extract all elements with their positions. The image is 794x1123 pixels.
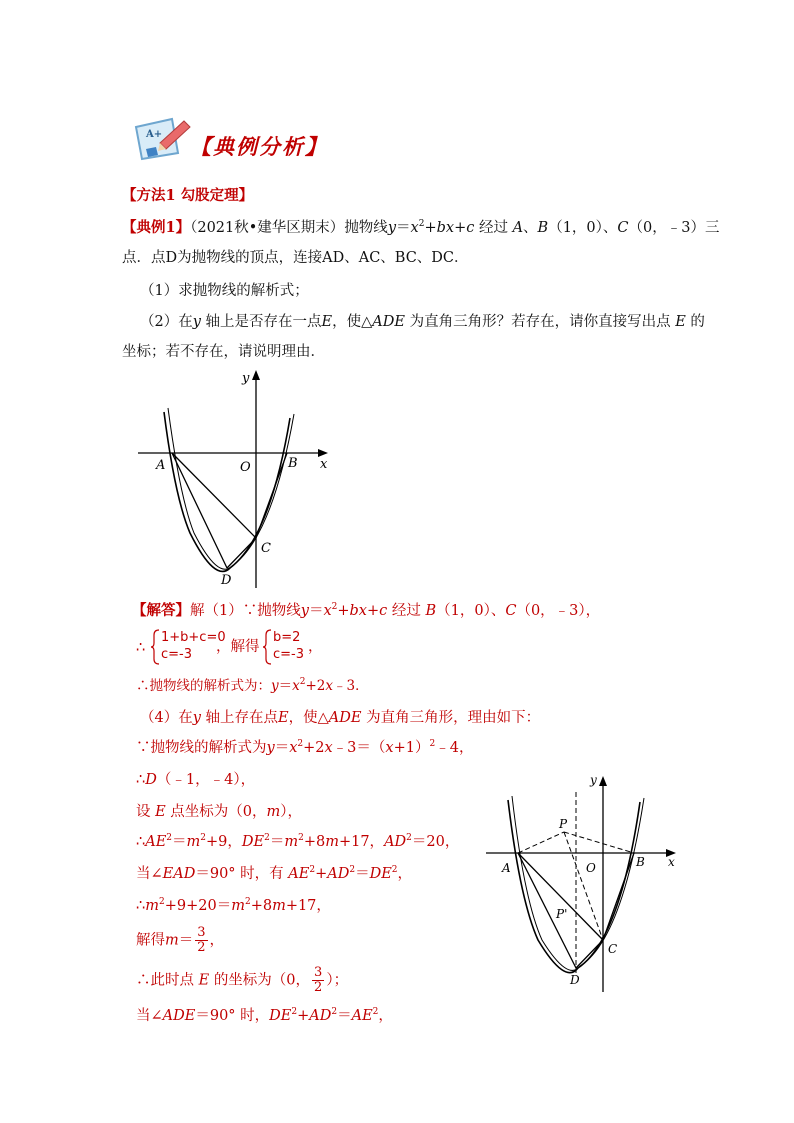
solution-line-13: 当∠ADE＝90° 时，$DE^2+AD^2=AE^2$，	[136, 1007, 393, 1024]
question-2-cont: 坐标；若不存在，请说明理由．	[122, 344, 325, 360]
header-icon	[132, 113, 192, 161]
solution-line-9: 当∠EAD＝90° 时，有 $AE^2+AD^2=DE^2$，	[136, 865, 413, 882]
fig1-label-D: D	[221, 573, 232, 588]
fig2-label-P: P	[559, 817, 568, 831]
parabola-figure-2	[480, 770, 685, 1000]
solution-line-11: 解得m＝ $\frac{3}{2}$ ，	[136, 925, 225, 955]
fig2-label-O: O	[586, 861, 596, 875]
page-section-title: 【典例分析】	[190, 134, 328, 159]
problem-source: （2021秋•建华区期末）	[190, 220, 345, 236]
solution-line-6: ∴D（﹣1，﹣4），	[136, 772, 256, 788]
problem-line-2: 点．点D为抛物线的顶点，连接AD、AC、BC、DC．	[122, 250, 469, 266]
brace-2	[262, 629, 272, 665]
fig1-label-y: y	[242, 371, 250, 386]
solution-line-12: ∴此时点 E 的坐标为（0， $\frac{3}{2}$ ）；	[136, 965, 349, 995]
fig2-label-A: A	[502, 861, 511, 875]
therefore-symbol: ∴	[136, 640, 146, 656]
parabola-figure-1	[130, 368, 340, 598]
method-heading: 【方法1 勾股定理】	[122, 187, 254, 204]
solution-line-10: $\therefore m^2+9+20=m^2+8m+17$，	[136, 897, 331, 914]
fig2-label-C: C	[608, 942, 618, 956]
fig1-label-x: x	[320, 457, 328, 472]
example-tag: 【典例1】	[122, 219, 191, 236]
solution-line-7: 设 E 点坐标为（0，m），	[136, 804, 303, 820]
svg-text:A+: A+	[146, 129, 163, 140]
fig1-label-C: C	[261, 541, 271, 556]
fraction-3-2: $\frac{3}{2}$	[197, 925, 206, 955]
solution-line-8: $\therefore AE^2=m^2+9$，$DE^2=m^2+8m+17$，$AD^2=20$，	[136, 833, 460, 850]
solution-tag: 【解答】	[132, 602, 190, 619]
fig2-label-Pprime: P'	[556, 907, 568, 921]
fig2-label-y: y	[590, 773, 597, 787]
pencil-paper-icon	[132, 113, 192, 161]
solution-line-5: ∵抛物线的解析式为$y=x^2+2x﹣3=(x+1)^2﹣4$，	[136, 739, 474, 756]
system-end: ，	[308, 639, 323, 655]
solution-part-4: （4）在y 轴上存在点E，使△ADE 为直角三角形，理由如下：	[140, 710, 541, 726]
fig2-label-x: x	[668, 855, 675, 869]
fig1-label-A: A	[156, 458, 166, 473]
equation-system-1: 1+b+c=0 c=-3	[161, 630, 226, 662]
solved-text: ，解得	[216, 639, 260, 655]
question-1: （1）求抛物线的解析式；	[140, 283, 309, 299]
fig1-label-B: B	[288, 456, 298, 471]
question-2: （2）在y 轴上是否存在一点E，使△ADE 为直角三角形？若存在，请你直接写出点 E 的	[140, 314, 705, 330]
equation-system-2: b=2 c=-3	[273, 630, 305, 662]
problem-line-1: 【典例1】（2021秋•建华区期末）抛物线$y=x^2+bx+c$ 经过 A、B（1，0）、C（0，﹣3）三	[122, 219, 720, 236]
fig2-label-D: D	[570, 973, 580, 987]
solution-line-3: ∴抛物线的解析式为：$y=x^2+2x﹣3$．	[136, 677, 369, 694]
fig2-label-B: B	[636, 855, 645, 869]
fig1-label-O: O	[240, 460, 251, 475]
solution-line-1: 【解答】解（1）∵抛物线$y=x^2+bx+c$ 经过 B（1，0）、C（0，﹣3），	[132, 602, 601, 619]
brace-1	[150, 629, 160, 665]
